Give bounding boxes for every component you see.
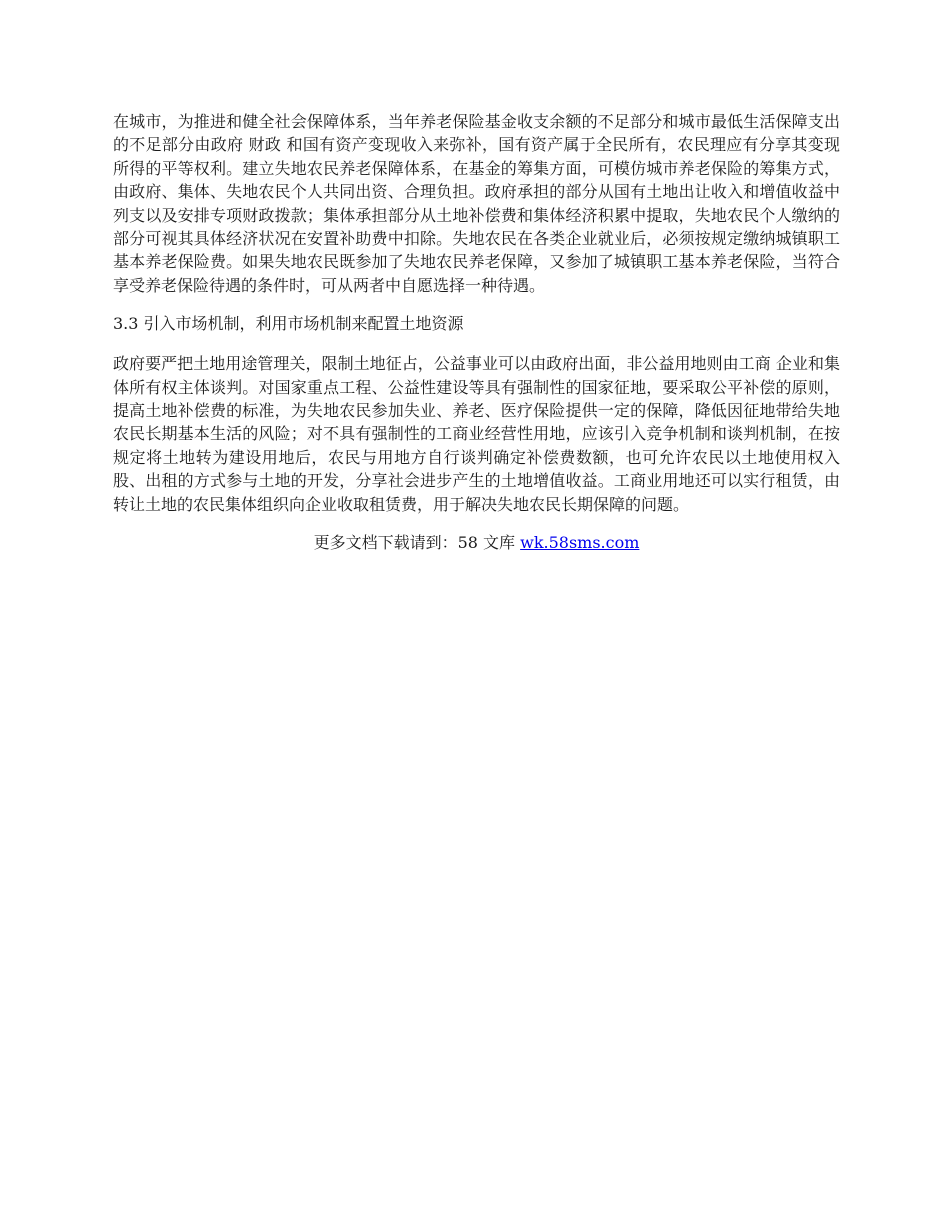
footer-prefix-text: 更多文档下载请到：58 文库 [313, 533, 521, 553]
download-footer [113, 531, 840, 554]
paragraph-market-mechanism: 政府要严把土地用途管理关，限制土地征占，公益事业可以由政府出面，非公益用地则由工商 企业和集体所有权主体谈判。对国家重点工程、公益性建设等具有强制性的国家征地，要采取公平补偿的原则，提高土地补偿费的标准，为失地农民参加失业、养老、医疗保险提供一定的保障，降低因征地带给失地农民长期基本生活的风险；对不具有强制性的工商业经营性用地，应该引入竞争机制和谈判机制，在按规定将土地转为建设用地后，农民与用地方自行谈判确定补偿费数额，也可允许农民以土地使用权入股、出租的方式参与土地的开发，分享社会进步产生的土地增值收益。工商业用地还可以实行租赁，由转让土地的农民集体组织向企业收取租赁费，用于解决失地农民长期保障的问题。 [113, 354, 840, 514]
section-heading-3-3: 3.3 引入市场机制，利用市场机制来配置土地资源 [113, 314, 464, 334]
paragraph-pension-funding: 在城市，为推进和健全社会保障体系，当年养老保险基金收支余额的不足部分和城市最低生活保障支出的不足部分由政府 财政 和国有资产变现收入来弥补，国有资产属于全民所有，农民理应有分享其变现所得的平等权利。建立失地农民养老保障体系，在基金的筹集方面，可模仿城市养老保险的筹集方式，由政府、集体、失地农民个人共同出资、合理负担。政府承担的部分从国有土地出让收入和增值收益中列支以及安排专项财政拨款；集体承担部分从土地补偿费和集体经济积累中提取，失地农民个人缴纳的部分可视其具体经济状况在安置补助费中扣除。失地农民在各类企业就业后，必须按规定缴纳城镇职工基本养老保险费。如果失地农民既参加了失地农民养老保障，又参加了城镇职工基本养老保险，当符合享受养老保险待遇的条件时，可从两者中自愿选择一种待遇。 [113, 112, 840, 295]
document-page [113, 110, 840, 554]
footer-link[interactable]: wk.58sms.com [520, 533, 640, 553]
